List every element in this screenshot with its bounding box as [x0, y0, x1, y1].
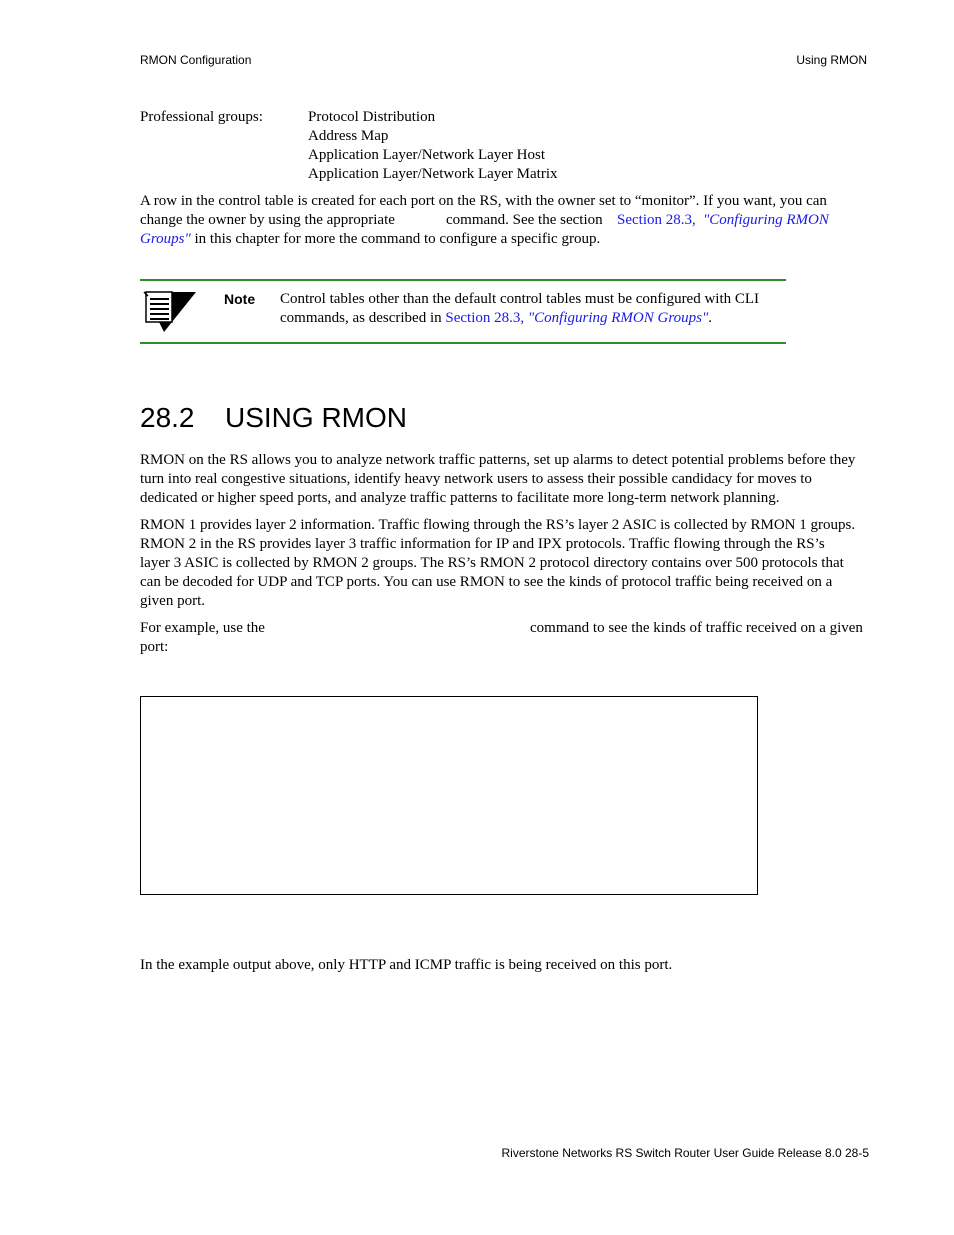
paragraph-line: RMON on the RS allows you to analyze network traffic patterns, set up alarms to detect potential problems before they [140, 452, 856, 468]
example-paragraph [140, 619, 870, 657]
paragraph-line: turn into real congestive situations, identify heavy network users to assess their possible candidacy for moves to [140, 471, 812, 487]
paragraph-line: port: [140, 639, 169, 655]
rmon-intro-paragraph [140, 451, 870, 508]
running-header-right: Using RMON [796, 53, 867, 67]
note-text [280, 290, 785, 328]
example-output-box [140, 696, 758, 895]
section-link[interactable]: Section 28.3, [617, 212, 696, 228]
text-span: command to see the kinds of traffic received on a given [530, 620, 863, 636]
paragraph-line: layer 3 ASIC is collected by RMON 2 groups. The RS’s RMON 2 protocol directory contains over 500 protocols that [140, 555, 844, 571]
text-span: commands, as described in [280, 310, 446, 326]
note-bottom-rule [140, 342, 786, 344]
example-summary-paragraph: In the example output above, only HTTP and ICMP traffic is being received on this port. [140, 957, 673, 973]
paragraph-line: given port. [140, 593, 205, 609]
section-number: 28.2 [140, 402, 195, 433]
running-header-left: RMON Configuration [140, 53, 252, 67]
note-label: Note [224, 291, 256, 307]
section-title: USING RMON [225, 402, 407, 433]
text-span: For example, use the [140, 620, 265, 636]
text-span: in this chapter for more the command to configure a specific group. [190, 231, 601, 247]
group-item: Protocol Distribution [308, 109, 436, 125]
control-table-paragraph [140, 192, 870, 249]
paragraph-line [140, 230, 870, 249]
paragraph-line: RMON 1 provides layer 2 information. Traffic flowing through the RS’s layer 2 ASIC is collected by RMON 1 groups. [140, 517, 856, 533]
text-span: command. See the section [446, 212, 603, 228]
note-line: Control tables other than the default control tables must be configured with CLI [280, 291, 760, 307]
paragraph-line [140, 619, 870, 638]
note-top-rule [140, 279, 786, 281]
section-link[interactable]: Section 28.3, [445, 310, 525, 326]
professional-groups-label: Professional groups: [140, 109, 263, 125]
professional-groups-list [308, 108, 558, 184]
paragraph-line: A row in the control table is created for each port on the RS, with the owner set to “monitor”. If you want, you can [140, 193, 827, 209]
section-link[interactable]: "Configuring RMON [703, 212, 829, 228]
paragraph-line: can be decoded for UDP and TCP ports. You can use RMON to see the kinds of protocol traffic being received on a [140, 574, 833, 590]
section-link[interactable]: "Configuring RMON Groups" [527, 310, 709, 326]
running-footer: Riverstone Networks RS Switch Router User Guide Release 8.0 28-5 [501, 1146, 869, 1160]
section-link[interactable]: Groups" [140, 231, 191, 247]
note-line [280, 309, 785, 328]
rmon-layers-paragraph [140, 516, 870, 611]
group-item: Application Layer/Network Layer Host [308, 147, 546, 163]
paragraph-line: RMON 2 in the RS provides layer 3 traffic information for IP and IPX protocols. Traffic flowing through the RS’s [140, 536, 825, 552]
group-item: Address Map [308, 128, 389, 144]
group-item: Application Layer/Network Layer Matrix [308, 166, 558, 182]
paragraph-line: dedicated or higher speed ports, and analyze traffic patterns to facilitate more long-term network planning. [140, 490, 780, 506]
text-span: . [708, 310, 713, 326]
note-icon [142, 289, 198, 338]
paragraph-line [140, 211, 870, 230]
text-span: change the owner by using the appropriate [140, 212, 395, 228]
